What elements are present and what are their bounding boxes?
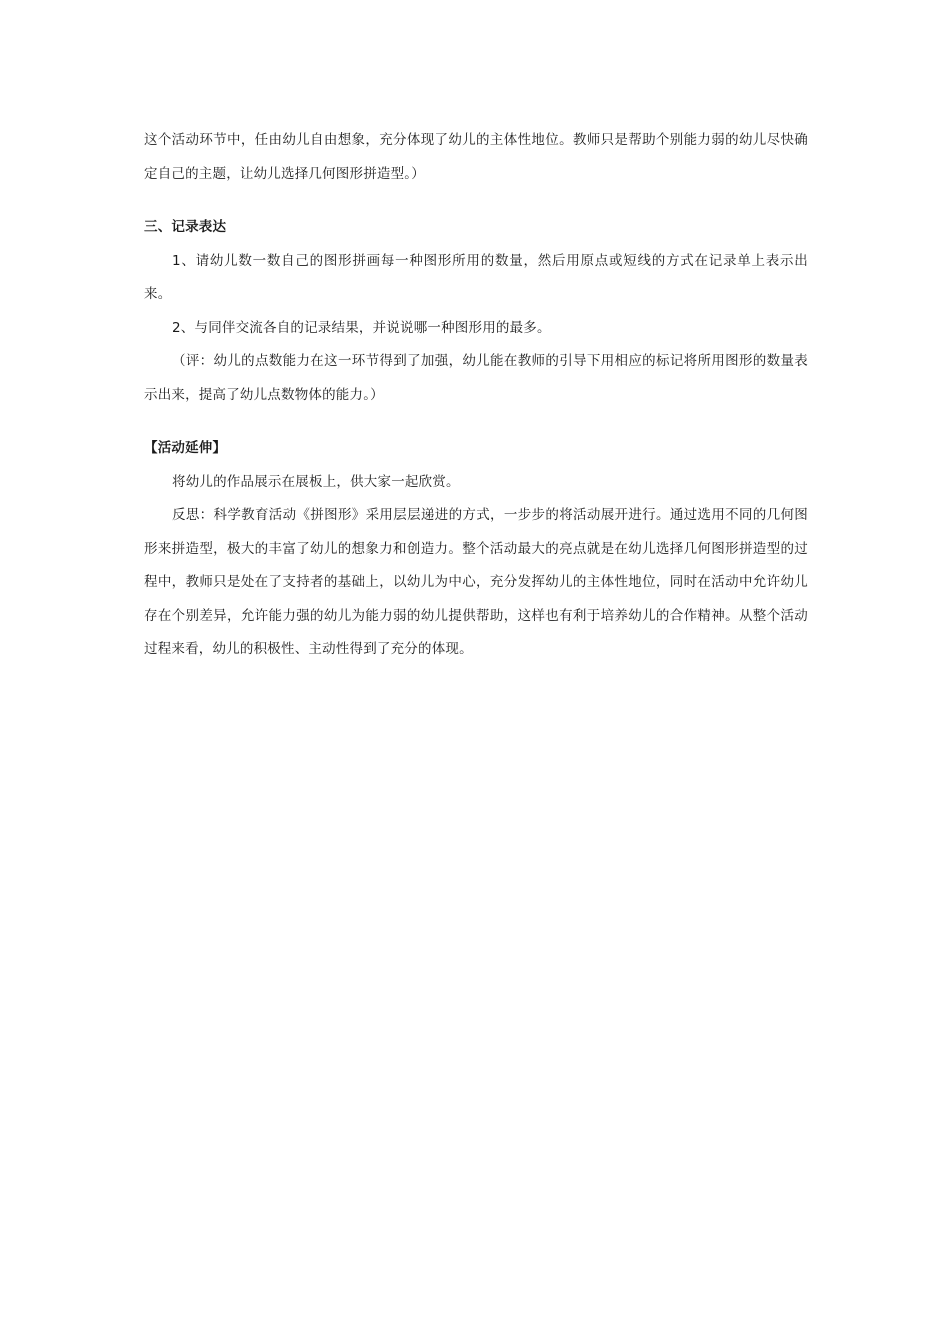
intro-paragraph: 这个活动环节中，任由幼儿自由想象，充分体现了幼儿的主体性地位。教师只是帮助个别能力弱的幼儿尽快确定自己的主题，让幼儿选择几何图形拼造型。） (144, 132, 808, 182)
section-spacer (144, 191, 808, 211)
step-1-paragraph: 1、请幼儿数一数自己的图形拼画每一种图形所用的数量，然后用原点或短线的方式在记录单上表示出来。 (144, 252, 808, 302)
document-body (144, 124, 808, 667)
section-heading-activity-extension: 【活动延伸】 (144, 440, 227, 456)
comment-paragraph: （评：幼儿的点数能力在这一环节得到了加强，幼儿能在教师的引导下用相应的标记将所用图形的数量表示出来，提高了幼儿点数物体的能力。） (144, 353, 808, 403)
reflection-paragraph: 反思：科学教育活动《拼图形》采用层层递进的方式，一步步的将活动展开进行。通过选用不同的几何图形来拼造型，极大的丰富了幼儿的想象力和创造力。整个活动最大的亮点就是在幼儿选择几何图形拼造型的过程中，教师只是处在了支持者的基础上，以幼儿为中心，充分发挥幼儿的主体性地位，同时在活动中允许幼儿存在个别差异，允许能力强的幼儿为能力弱的幼儿提供帮助，这样也有利于培养幼儿的合作精神。从整个活动过程来看，幼儿的积极性、主动性得到了充分的体现。 (144, 507, 808, 657)
section-heading-record-expression: 三、记录表达 (144, 219, 227, 235)
section-spacer (144, 412, 808, 432)
extension-paragraph: 将幼儿的作品展示在展板上，供大家一起欣赏。 (172, 473, 460, 490)
step-2-paragraph: 2、与同伴交流各自的记录结果，并说说哪一种图形用的最多。 (172, 319, 551, 336)
